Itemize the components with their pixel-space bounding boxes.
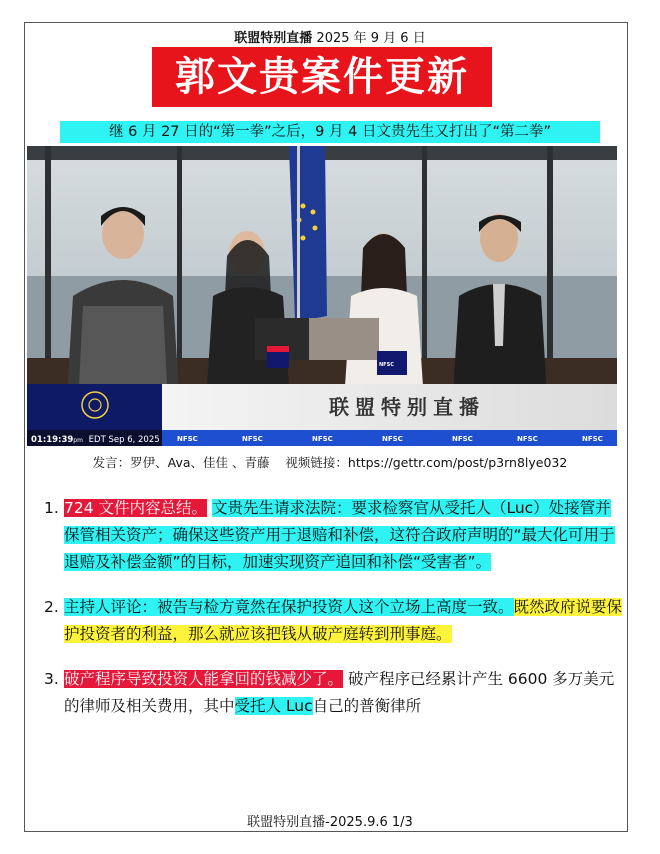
mug-label: NFSC: [379, 362, 394, 368]
item-number: 3.: [44, 670, 59, 688]
item-heading: 破产程序导致投资人能拿回的钱减少了。: [64, 670, 344, 688]
ticker-label: NFSC: [242, 435, 263, 443]
page-title: 郭文贵案件更新: [152, 47, 492, 107]
item-heading: 主持人评论：被告与检方竟然在保护投资人这个立场上高度一致。: [64, 598, 514, 616]
video-link[interactable]: 视频链接：https://gettr.com/post/p3rn8lye032: [285, 455, 568, 470]
item-highlight: 受托人 Luc: [234, 697, 313, 715]
speakers-line: [0, 453, 660, 471]
item-body-end: 自己的普衡律所: [312, 697, 422, 715]
item-number: 1.: [44, 499, 59, 517]
header-line: [0, 27, 660, 46]
item-body: 破产程序已经累计产生 6600 多万美元的律师及相关费用，其中: [64, 670, 615, 715]
broadcast-date: EDT Sep 6, 2025: [88, 435, 160, 445]
broadcast-time: 01:19:39: [31, 435, 74, 445]
ticker-label: NFSC: [582, 435, 603, 443]
speakers-label: 发言：罗伊、Ava、佳佳 、青藤: [92, 455, 270, 470]
ticker-label: NFSC: [177, 435, 198, 443]
item-body: 既然政府说要保护投资者的利益，那么就应该把钱从破产庭转到刑事庭。: [64, 598, 623, 643]
summary-list: [44, 495, 624, 738]
broadcast-banner-text: 联盟特别直播: [329, 395, 485, 419]
ticker-label: NFSC: [452, 435, 473, 443]
broadcast-screenshot: [27, 146, 617, 446]
list-item: [44, 495, 624, 576]
header-date: 2025 年 9 月 6 日: [316, 31, 426, 46]
item-body: 文贵先生请求法院：要求检察官从受托人（Luc）处接管并保管相关资产；确保这些资产用于退赔和补偿，这符合政府声明的“最大化可用于退赔及补偿金额”的目标，加速实现资产追回和补偿“受害者”。: [64, 499, 615, 571]
page-footer: 联盟特别直播-2025.9.6 1/3: [247, 815, 413, 830]
ticker-label: NFSC: [312, 435, 333, 443]
ticker-label: NFSC: [382, 435, 403, 443]
svg-text:01:19:39pm EDT Sep 6, 20: [31, 435, 160, 445]
subtitle: 继 6 月 27 日的“第一拳”之后，9 月 4 日文贵先生又打出了“第二拳”: [60, 121, 600, 143]
program-name: 联盟特别直播: [234, 31, 313, 46]
list-item: [44, 666, 624, 720]
item-number: 2.: [44, 598, 59, 616]
ticker-label: NFSC: [517, 435, 538, 443]
broadcast-time-suffix: pm: [73, 437, 83, 444]
item-heading: 724 文件内容总结。: [64, 499, 208, 517]
list-item: [44, 594, 624, 648]
